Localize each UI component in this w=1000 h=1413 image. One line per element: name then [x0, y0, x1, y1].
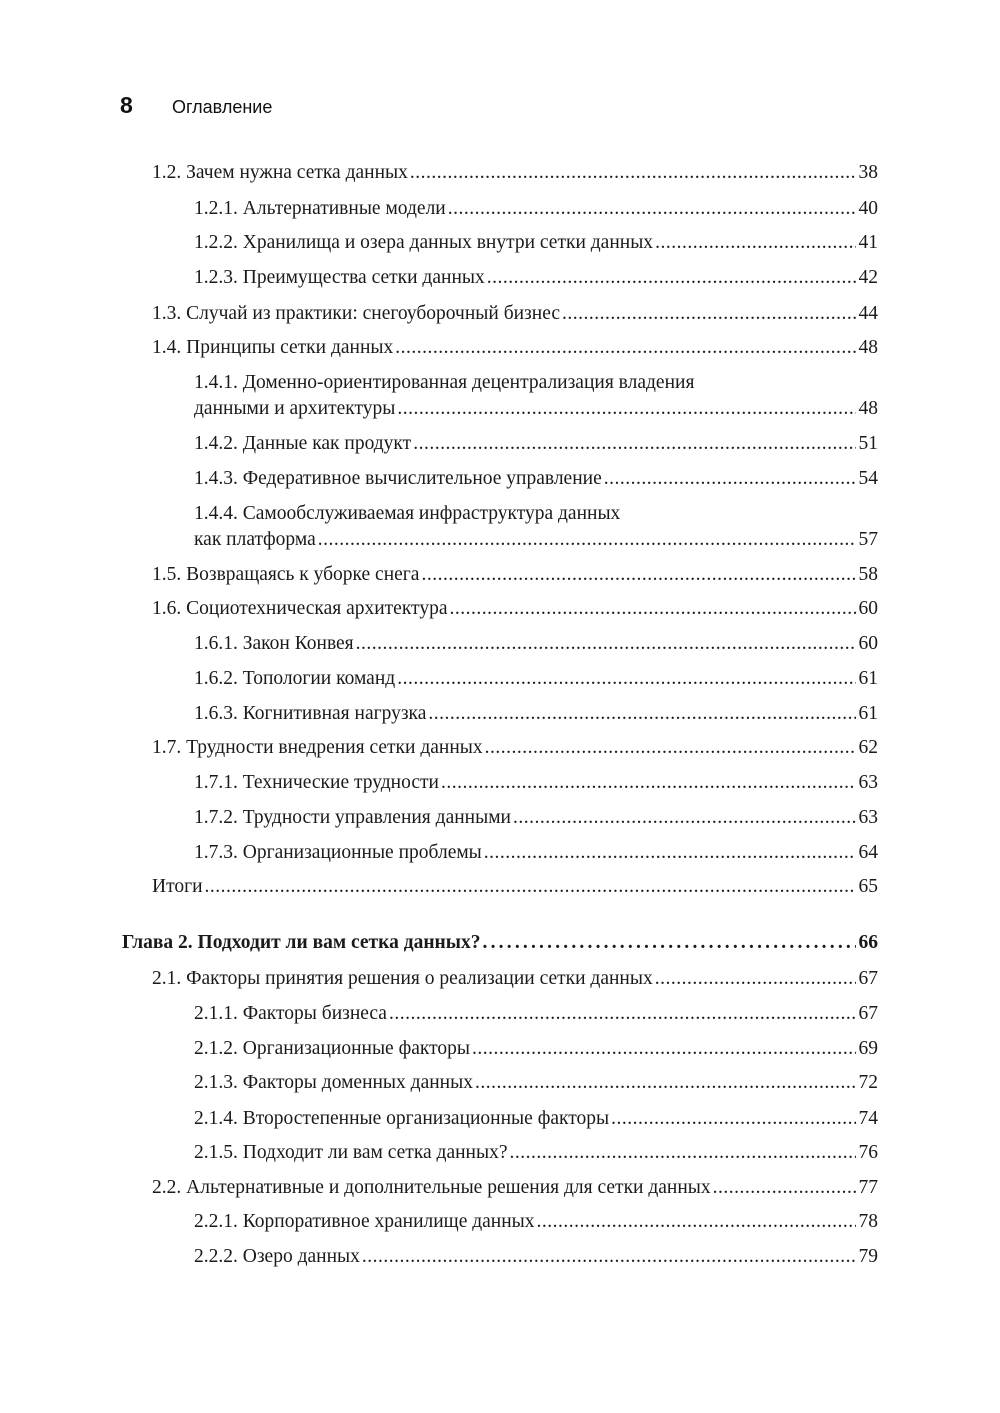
toc-entry-title: 2.2.1. Корпоративное хранилище данных [194, 1211, 535, 1232]
toc-entry-title: 2.1.5. Подходит ли вам сетка данных? [194, 1142, 508, 1163]
toc-entry[interactable] [194, 666, 878, 692]
dot-leader [562, 301, 856, 327]
toc-entry-title: 1.2.1. Альтернативные модели [194, 198, 446, 219]
toc-entry-title: данными и архитектуры [194, 398, 396, 419]
toc-entry-page: 61 [858, 668, 878, 689]
toc-entry-title: 1.2.2. Хранилища и озера данных внутри сетки данных [194, 232, 654, 253]
toc-entry-page: 65 [858, 876, 878, 897]
dot-leader [655, 230, 855, 256]
toc-entry[interactable] [152, 596, 878, 622]
toc-entry[interactable] [152, 335, 878, 361]
toc-entry-page: 58 [858, 564, 878, 585]
toc-entry-title: 1.7.3. Организационные проблемы [194, 842, 482, 863]
toc-entry-title: 1.2. Зачем нужна сетка данных [152, 162, 408, 183]
toc-entry-title: 1.7.2. Трудности управления данными [194, 807, 511, 828]
toc-entry-title: 1.6.3. Когнитивная нагрузка [194, 703, 427, 724]
toc-entry-page: 41 [858, 232, 878, 253]
toc-entry-title: 1.4.2. Данные как продукт [194, 433, 412, 454]
running-title: Оглавление [172, 97, 273, 117]
toc-entry-page: 57 [858, 529, 878, 550]
toc-entry-title: 2.2.2. Озеро данных [194, 1246, 360, 1267]
dot-leader [513, 805, 856, 831]
toc-entry-title: 1.6. Социотехническая архитектура [152, 598, 448, 619]
toc-entry-page: 60 [858, 633, 878, 654]
toc-entry[interactable] [194, 770, 878, 796]
toc-entry-title-line1: 1.4.1. Доменно-ориентированная децентрализация владения [194, 372, 695, 393]
toc-entry-page: 62 [858, 737, 878, 758]
toc-entry-page: 76 [858, 1142, 878, 1163]
toc-entry-page: 69 [858, 1038, 878, 1059]
toc-entry-page: 66 [858, 932, 878, 953]
toc-entry-page: 54 [858, 468, 878, 489]
dot-leader [655, 966, 856, 992]
dot-leader [475, 1070, 856, 1096]
dot-leader [397, 396, 855, 422]
toc-entry-page: 60 [858, 598, 878, 619]
toc-entry[interactable] [194, 1070, 878, 1096]
toc-entry[interactable] [194, 1036, 878, 1062]
toc-entry-page: 48 [858, 398, 878, 419]
toc-entry-title: 2.1. Факторы принятия решения о реализации сетки данных [152, 968, 653, 989]
toc-entry[interactable] [152, 562, 878, 588]
toc-entry-page: 63 [858, 807, 878, 828]
toc-entry-title: 1.7.1. Технические трудности [194, 772, 439, 793]
toc-entry-title: 2.1.4. Второстепенные организационные факторы [194, 1108, 610, 1129]
dot-leader [362, 1244, 856, 1270]
toc-entry-title: 2.2. Альтернативные и дополнительные решения для сетки данных [152, 1177, 711, 1198]
toc-entry-title: 1.5. Возвращаясь к уборке снега [152, 564, 420, 585]
dot-leader [449, 596, 855, 622]
dot-leader [472, 1036, 856, 1062]
dot-leader [428, 701, 855, 727]
toc-entry-title: 1.6.2. Топологии команд [194, 668, 396, 689]
toc-entry[interactable] [152, 735, 878, 761]
toc-entry-page: 63 [858, 772, 878, 793]
toc-entry[interactable] [194, 230, 878, 256]
dot-leader [537, 1209, 856, 1235]
toc-entry-page: 67 [858, 1003, 878, 1024]
toc-entry-page: 42 [858, 267, 878, 288]
toc-entry-page: 38 [858, 162, 878, 183]
toc-entry-title: как платформа [194, 529, 316, 550]
toc-entry-page: 48 [858, 337, 878, 358]
toc-chapter-entry[interactable] [122, 930, 878, 956]
toc-entry-page: 64 [858, 842, 878, 863]
page-header [120, 92, 272, 119]
toc-entry[interactable] [194, 466, 878, 492]
toc-entry[interactable] [194, 196, 878, 222]
toc-entry-title: 1.4.3. Федеративное вычислительное управление [194, 468, 602, 489]
dot-leader [318, 527, 856, 553]
dot-leader [421, 562, 855, 588]
toc-entry[interactable] [194, 1140, 878, 1166]
dot-leader [604, 466, 856, 492]
toc-entry-page: 40 [858, 198, 878, 219]
dot-leader [487, 265, 856, 291]
toc-entry-title: 1.4. Принципы сетки данных [152, 337, 394, 358]
dot-leader [713, 1175, 856, 1201]
toc-entry[interactable] [194, 631, 878, 657]
dot-leader [484, 840, 856, 866]
toc-entry[interactable] [194, 370, 878, 422]
dot-leader [410, 160, 856, 186]
dot-leader [356, 631, 856, 657]
dot-leader [397, 666, 855, 692]
toc-entry[interactable] [194, 501, 878, 553]
toc-entry[interactable] [152, 301, 878, 327]
dot-leader [389, 1001, 856, 1027]
dot-leader [485, 735, 856, 761]
toc-entry-page: 51 [858, 433, 878, 454]
toc-entry-title: 1.3. Случай из практики: снегоуборочный бизнес [152, 303, 560, 324]
toc-entry-title: 2.1.3. Факторы доменных данных [194, 1072, 473, 1093]
toc-entry-title: 1.7. Трудности внедрения сетки данных [152, 737, 483, 758]
toc-entry-page: 67 [858, 968, 878, 989]
page-number: 8 [120, 92, 133, 118]
toc-entry-page: 79 [858, 1246, 878, 1267]
toc-entry[interactable] [152, 874, 878, 900]
dot-leader [510, 1140, 856, 1166]
toc-entry[interactable] [194, 1244, 878, 1270]
toc-entry[interactable] [152, 1175, 878, 1201]
toc-entry-page: 74 [858, 1108, 878, 1129]
toc-entry[interactable] [194, 805, 878, 831]
toc-entry-page: 77 [858, 1177, 878, 1198]
toc-entry-title: 2.1.1. Факторы бизнеса [194, 1003, 387, 1024]
toc-entry[interactable] [194, 840, 878, 866]
dot-leader [483, 930, 856, 956]
toc-entry-title: Глава 2. Подходит ли вам сетка данных? [122, 932, 481, 953]
toc-entry-title: 1.2.3. Преимущества сетки данных [194, 267, 485, 288]
toc-entry[interactable] [194, 1106, 878, 1132]
toc-entry-page: 72 [858, 1072, 878, 1093]
dot-leader [413, 431, 855, 457]
dot-leader [205, 874, 856, 900]
dot-leader [395, 335, 855, 361]
dot-leader [611, 1106, 855, 1132]
toc-entry[interactable] [152, 966, 878, 992]
toc-entry-title: 2.1.2. Организационные факторы [194, 1038, 470, 1059]
toc-entry[interactable] [194, 265, 878, 291]
toc-entry[interactable] [194, 431, 878, 457]
toc-entry[interactable] [194, 701, 878, 727]
toc-entry[interactable] [152, 160, 878, 186]
toc-entry-page: 44 [858, 303, 878, 324]
toc-entry-page: 78 [858, 1211, 878, 1232]
toc-entry-title-line1: 1.4.4. Самообслуживаемая инфраструктура данных [194, 503, 621, 524]
toc-entry[interactable] [194, 1001, 878, 1027]
dot-leader [448, 196, 856, 222]
toc-entry-title: 1.6.1. Закон Конвея [194, 633, 354, 654]
toc-entry-title: Итоги [152, 876, 203, 897]
dot-leader [441, 770, 856, 796]
toc-entry-page: 61 [858, 703, 878, 724]
toc-entry[interactable] [194, 1209, 878, 1235]
